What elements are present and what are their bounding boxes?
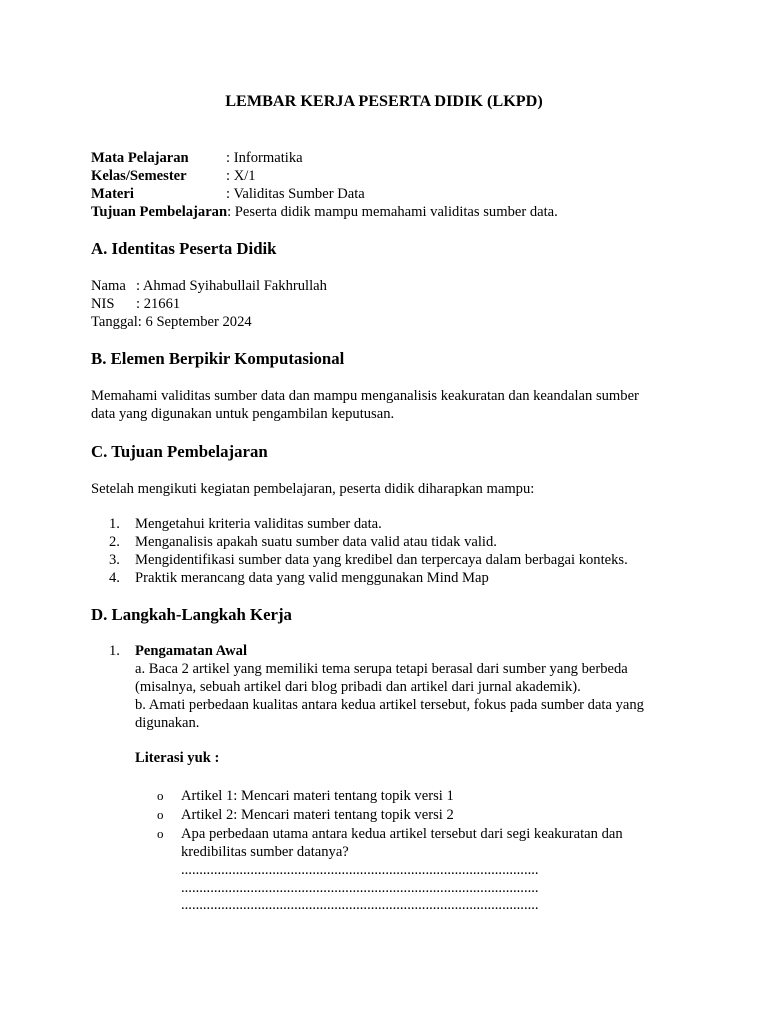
list-number: 4. [109, 569, 120, 586]
bullet-text: Artikel 2: Mencari materi tentang topik versi 2 [181, 806, 454, 823]
answer-dotted-line: .................................................................................................. [181, 879, 539, 896]
meta-label: Mata Pelajaran [91, 150, 189, 166]
answer-dotted-line: .................................................................................................. [181, 861, 539, 878]
list-item [109, 516, 689, 534]
step-line: digunakan. [135, 714, 200, 731]
bullet-item [157, 825, 677, 844]
step-title: Pengamatan Awal [135, 643, 248, 659]
section-c-heading: C. Tujuan Pembelajaran [91, 442, 268, 461]
bullet-item [157, 806, 677, 825]
list-number: 2. [109, 533, 120, 550]
meta-row-tujuan [91, 204, 691, 222]
step-line: b. Amati perbedaan kualitas antara kedua artikel tersebut, fokus pada sumber data yang [135, 696, 644, 713]
bullet-item [157, 787, 677, 806]
meta-value: : Validitas Sumber Data [226, 185, 365, 202]
section-d-heading: D. Langkah-Langkah Kerja [91, 605, 292, 624]
bullet-marker: o [157, 806, 164, 822]
meta-label: Kelas/Semester [91, 167, 187, 184]
list-text: Praktik merancang data yang valid menggunakan Mind Map [135, 569, 489, 586]
paragraph-line: Memahami validitas sumber data dan mampu menganalisis keakuratan dan keandalan sumber [91, 388, 639, 404]
bullet-marker: o [157, 788, 164, 803]
meta-row-kelas-semester [91, 168, 691, 186]
list-number: 3. [109, 551, 120, 568]
nis-line [91, 296, 671, 314]
nis-value: : 21661 [136, 295, 181, 312]
nama-value: : Ahmad Syihabullail Fakhrullah [136, 278, 327, 294]
list-item [109, 552, 689, 570]
steps-list [109, 643, 679, 767]
answer-dotted-line: .................................................................................................. [181, 897, 539, 914]
meta-row-materi [91, 186, 691, 204]
list-text: Mengidentifikasi sumber data yang kredibel dan terpercaya dalam berbagai konteks. [135, 551, 628, 568]
meta-value: : X/1 [226, 167, 256, 184]
bullet-text: Artikel 1: Mencari materi tentang topik versi 1 [181, 788, 454, 804]
step-body [109, 661, 679, 768]
nama-line [91, 278, 671, 296]
list-text: Mengetahui kriteria validitas sumber data. [135, 516, 382, 532]
step-line: (misalnya, sebuah artikel dari blog pribadi dan artikel dari jurnal akademik). [135, 678, 581, 695]
question-text: Apa perbedaan utama antara kedua artikel tersebut dari segi keakuratan dan [181, 825, 623, 842]
meta-row-mata-pelajaran [91, 150, 691, 168]
list-item [109, 570, 689, 588]
section-b-heading: B. Elemen Berpikir Komputasional [91, 349, 345, 368]
section-a-heading: A. Identitas Peserta Didik [91, 239, 277, 258]
step-item [109, 643, 679, 661]
tanggal-line: Tanggal: 6 September 2024 [91, 313, 252, 330]
literasi-label: Literasi yuk : [135, 749, 220, 766]
section-c-intro: Setelah mengikuti kegiatan pembelajaran, peserta didik diharapkan mampu: [91, 481, 535, 497]
question-continuation [157, 844, 677, 916]
meta-label: Tujuan Pembelajaran [91, 203, 228, 220]
step-number: 1. [109, 643, 120, 659]
nis-label: NIS [91, 295, 115, 312]
bullet-list [157, 787, 677, 915]
bullet-marker: o [157, 825, 164, 841]
list-item [109, 534, 689, 552]
objectives-list [109, 516, 689, 588]
meta-value: : Peserta didik mampu memahami validitas sumber data. [227, 203, 558, 220]
nama-label: Nama [91, 278, 126, 294]
identity-block [91, 278, 671, 332]
meta-value: : Informatika [226, 150, 303, 166]
document-title: LEMBAR KERJA PESERTA DIDIK (LKPD) [225, 92, 543, 110]
meta-block [91, 150, 691, 222]
section-b-paragraph [91, 388, 671, 424]
list-text: Menganalisis apakah suatu sumber data valid atau tidak valid. [135, 533, 497, 550]
question-line: kredibilitas sumber datanya? [181, 843, 349, 860]
list-number: 1. [109, 516, 120, 532]
step-line: a. Baca 2 artikel yang memiliki tema serupa tetapi berasal dari sumber yang berbeda [135, 660, 628, 677]
paragraph-line: data yang digunakan untuk pengambilan keputusan. [91, 405, 395, 422]
meta-label: Materi [91, 185, 134, 202]
